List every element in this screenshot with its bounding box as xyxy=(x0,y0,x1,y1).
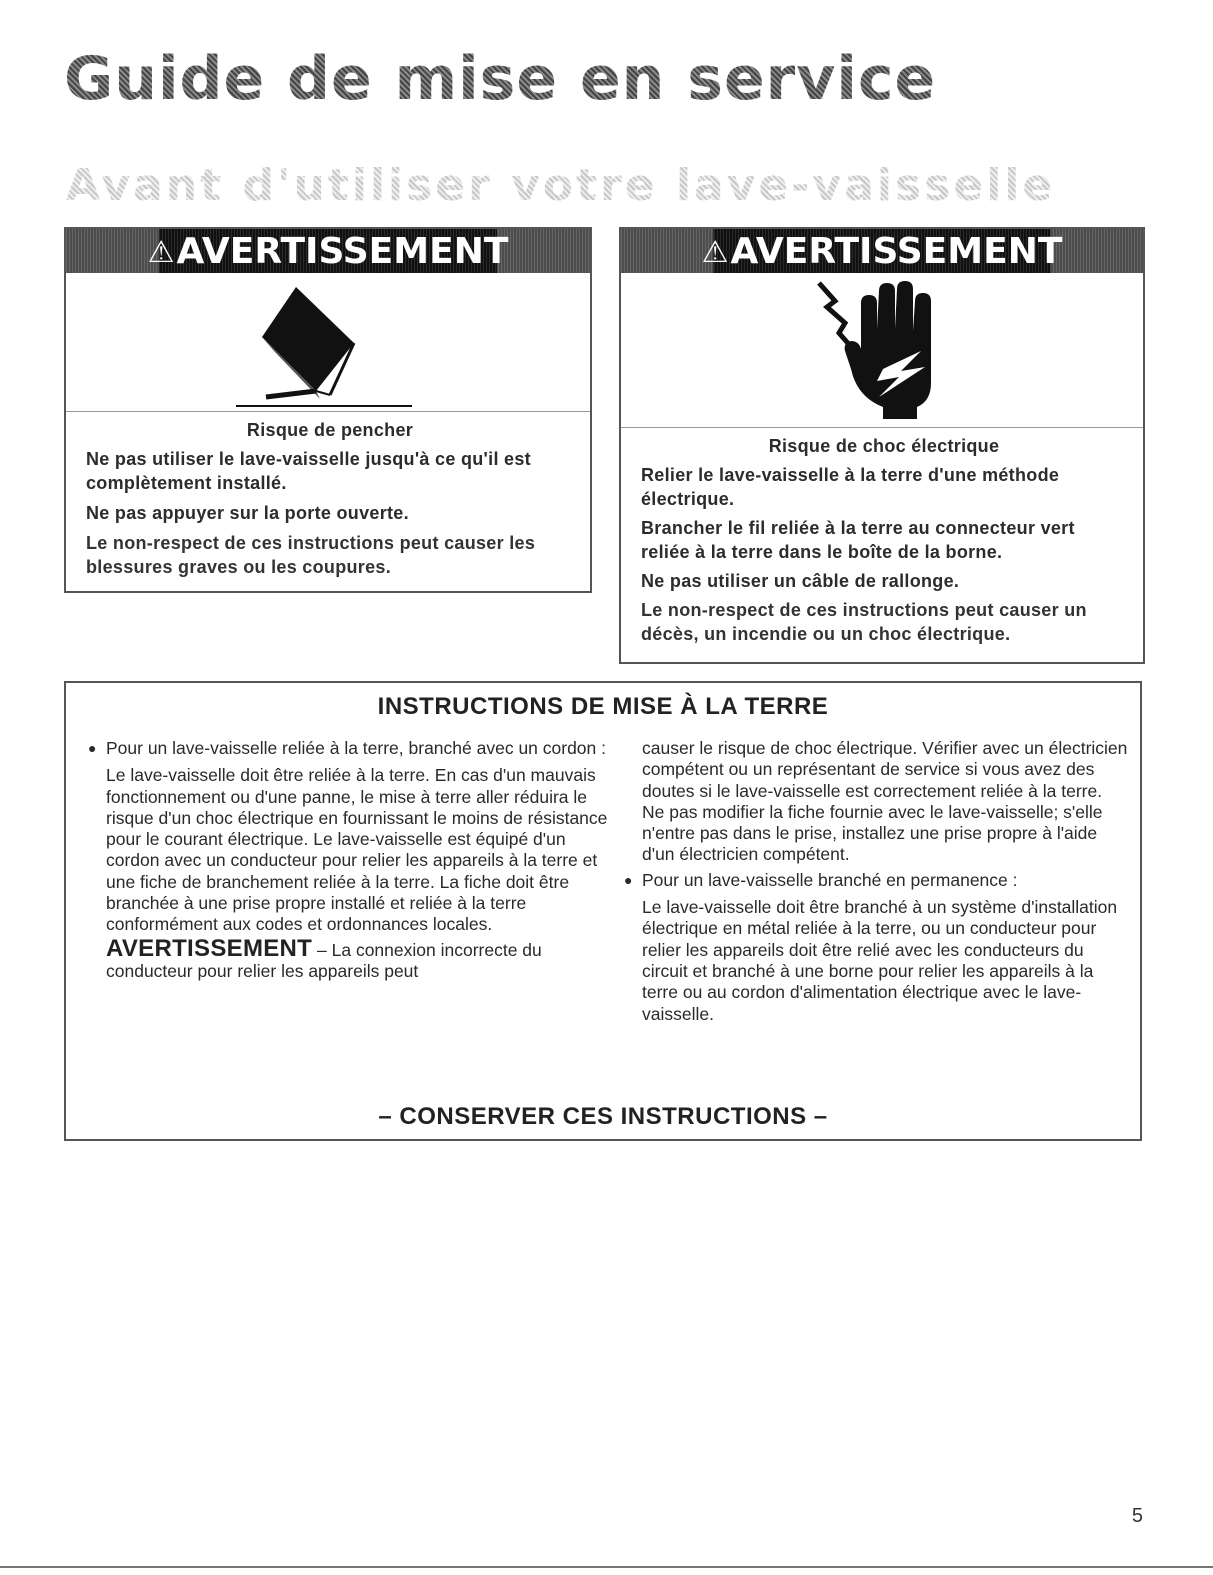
warning-text: – La connexion incorrecte du conducteur pour relier les appareils peut xyxy=(106,939,542,981)
electric-shock-hand-icon xyxy=(621,273,1147,425)
page-number: 5 xyxy=(1131,1505,1143,1527)
bullet-text: Pour un lave-vaisselle reliée à la terre, branché avec un cordon : xyxy=(106,738,606,758)
bullet-text: Pour un lave-vaisselle branché en permanence : xyxy=(642,869,1018,890)
warning-line: Brancher le fil reliée à la terre au connecteur vert reliée à la terre dans le boîte de la borne. xyxy=(641,518,1075,562)
warning-line: Ne pas appuyer sur la porte ouverte. xyxy=(86,503,409,523)
grounding-column-left xyxy=(88,738,608,982)
grounding-instructions-box xyxy=(64,681,1142,1141)
paragraph: Le lave-vaisselle doit être reliée à la terre. En cas d'un mauvais fonctionnement ou d'une panne, le mise à terre aller réduira le risque d'un choc électrique en fournissant le moins de résistance pour le courant électrique. Le lave-vaisselle est équipé d'un cordon avec un conducteur pour relier les appareils à la terre et une fiche de branchement reliée à la terre. La fiche doit être branchée à une prise propre installé et reliée à la terre conformément aux codes et ordonnances locales. xyxy=(106,765,608,935)
warning-header-label: AVERTISSEMENT xyxy=(176,231,509,272)
tipping-appliance-icon xyxy=(66,273,594,409)
hazard-title: Risque de choc électrique xyxy=(768,436,1000,456)
warning-label: AVERTISSEMENT xyxy=(106,934,313,962)
bullet-icon: ● xyxy=(88,740,97,756)
paragraph: Le lave-vaisselle doit être branché à un système d'installation électrique en métal reliée à la terre, ou un conducteur pour relier les appareils doit être relié avec les conducteurs du circuit et branché à une borne pour relier les appareils à la terre ou au cordon d'alimentation électrique avec le lave-vaisselle. xyxy=(642,897,1118,1024)
page-title: Guide de mise en service xyxy=(64,44,937,114)
warning-line: Le non-respect de ces instructions peut causer les blessures graves ou les coupures. xyxy=(86,533,536,577)
warning-box-electric xyxy=(619,227,1145,664)
warning-line: Ne pas utiliser le lave-vaisselle jusqu'à ce qu'il est complètement installé. xyxy=(86,449,531,493)
warning-line: Le non-respect de ces instructions peut causer un décès, un incendie ou un choc électrique. xyxy=(641,600,1087,644)
warning-triangle-icon: ⚠ xyxy=(701,235,729,270)
bottom-rule xyxy=(0,1566,1213,1568)
warning-triangle-icon: ⚠ xyxy=(147,235,175,270)
keep-instructions-footer: – CONSERVER CES INSTRUCTIONS – xyxy=(378,1103,828,1130)
warning-box-tipping xyxy=(64,227,592,593)
warning-header xyxy=(621,229,1143,273)
page-subtitle: Avant d'utiliser votre lave-vaisselle xyxy=(66,160,1056,211)
warning-header-label: AVERTISSEMENT xyxy=(730,231,1063,272)
bullet-icon: ● xyxy=(624,871,633,888)
grounding-title: INSTRUCTIONS DE MISE À LA TERRE xyxy=(377,693,829,720)
warning-line: Relier le lave-vaisselle à la terre d'une méthode électrique. xyxy=(641,465,1060,509)
hazard-title: Risque de pencher xyxy=(246,420,414,440)
warning-header xyxy=(66,229,590,273)
grounding-column-right xyxy=(624,738,1129,1025)
warning-line: Ne pas utiliser un câble de rallonge. xyxy=(641,571,960,591)
paragraph: causer le risque de choc électrique. Vérifier avec un électricien compétent ou un représentant de service si vous avez des doutes si le lave-vaisselle est correctement reliée à la terre. Ne pas modifier la fiche fournie avec le lave-vaisselle; s'elle n'entre pas dans le prise, installez une prise propre à l'aide d'un électricien compétent. xyxy=(642,738,1128,865)
